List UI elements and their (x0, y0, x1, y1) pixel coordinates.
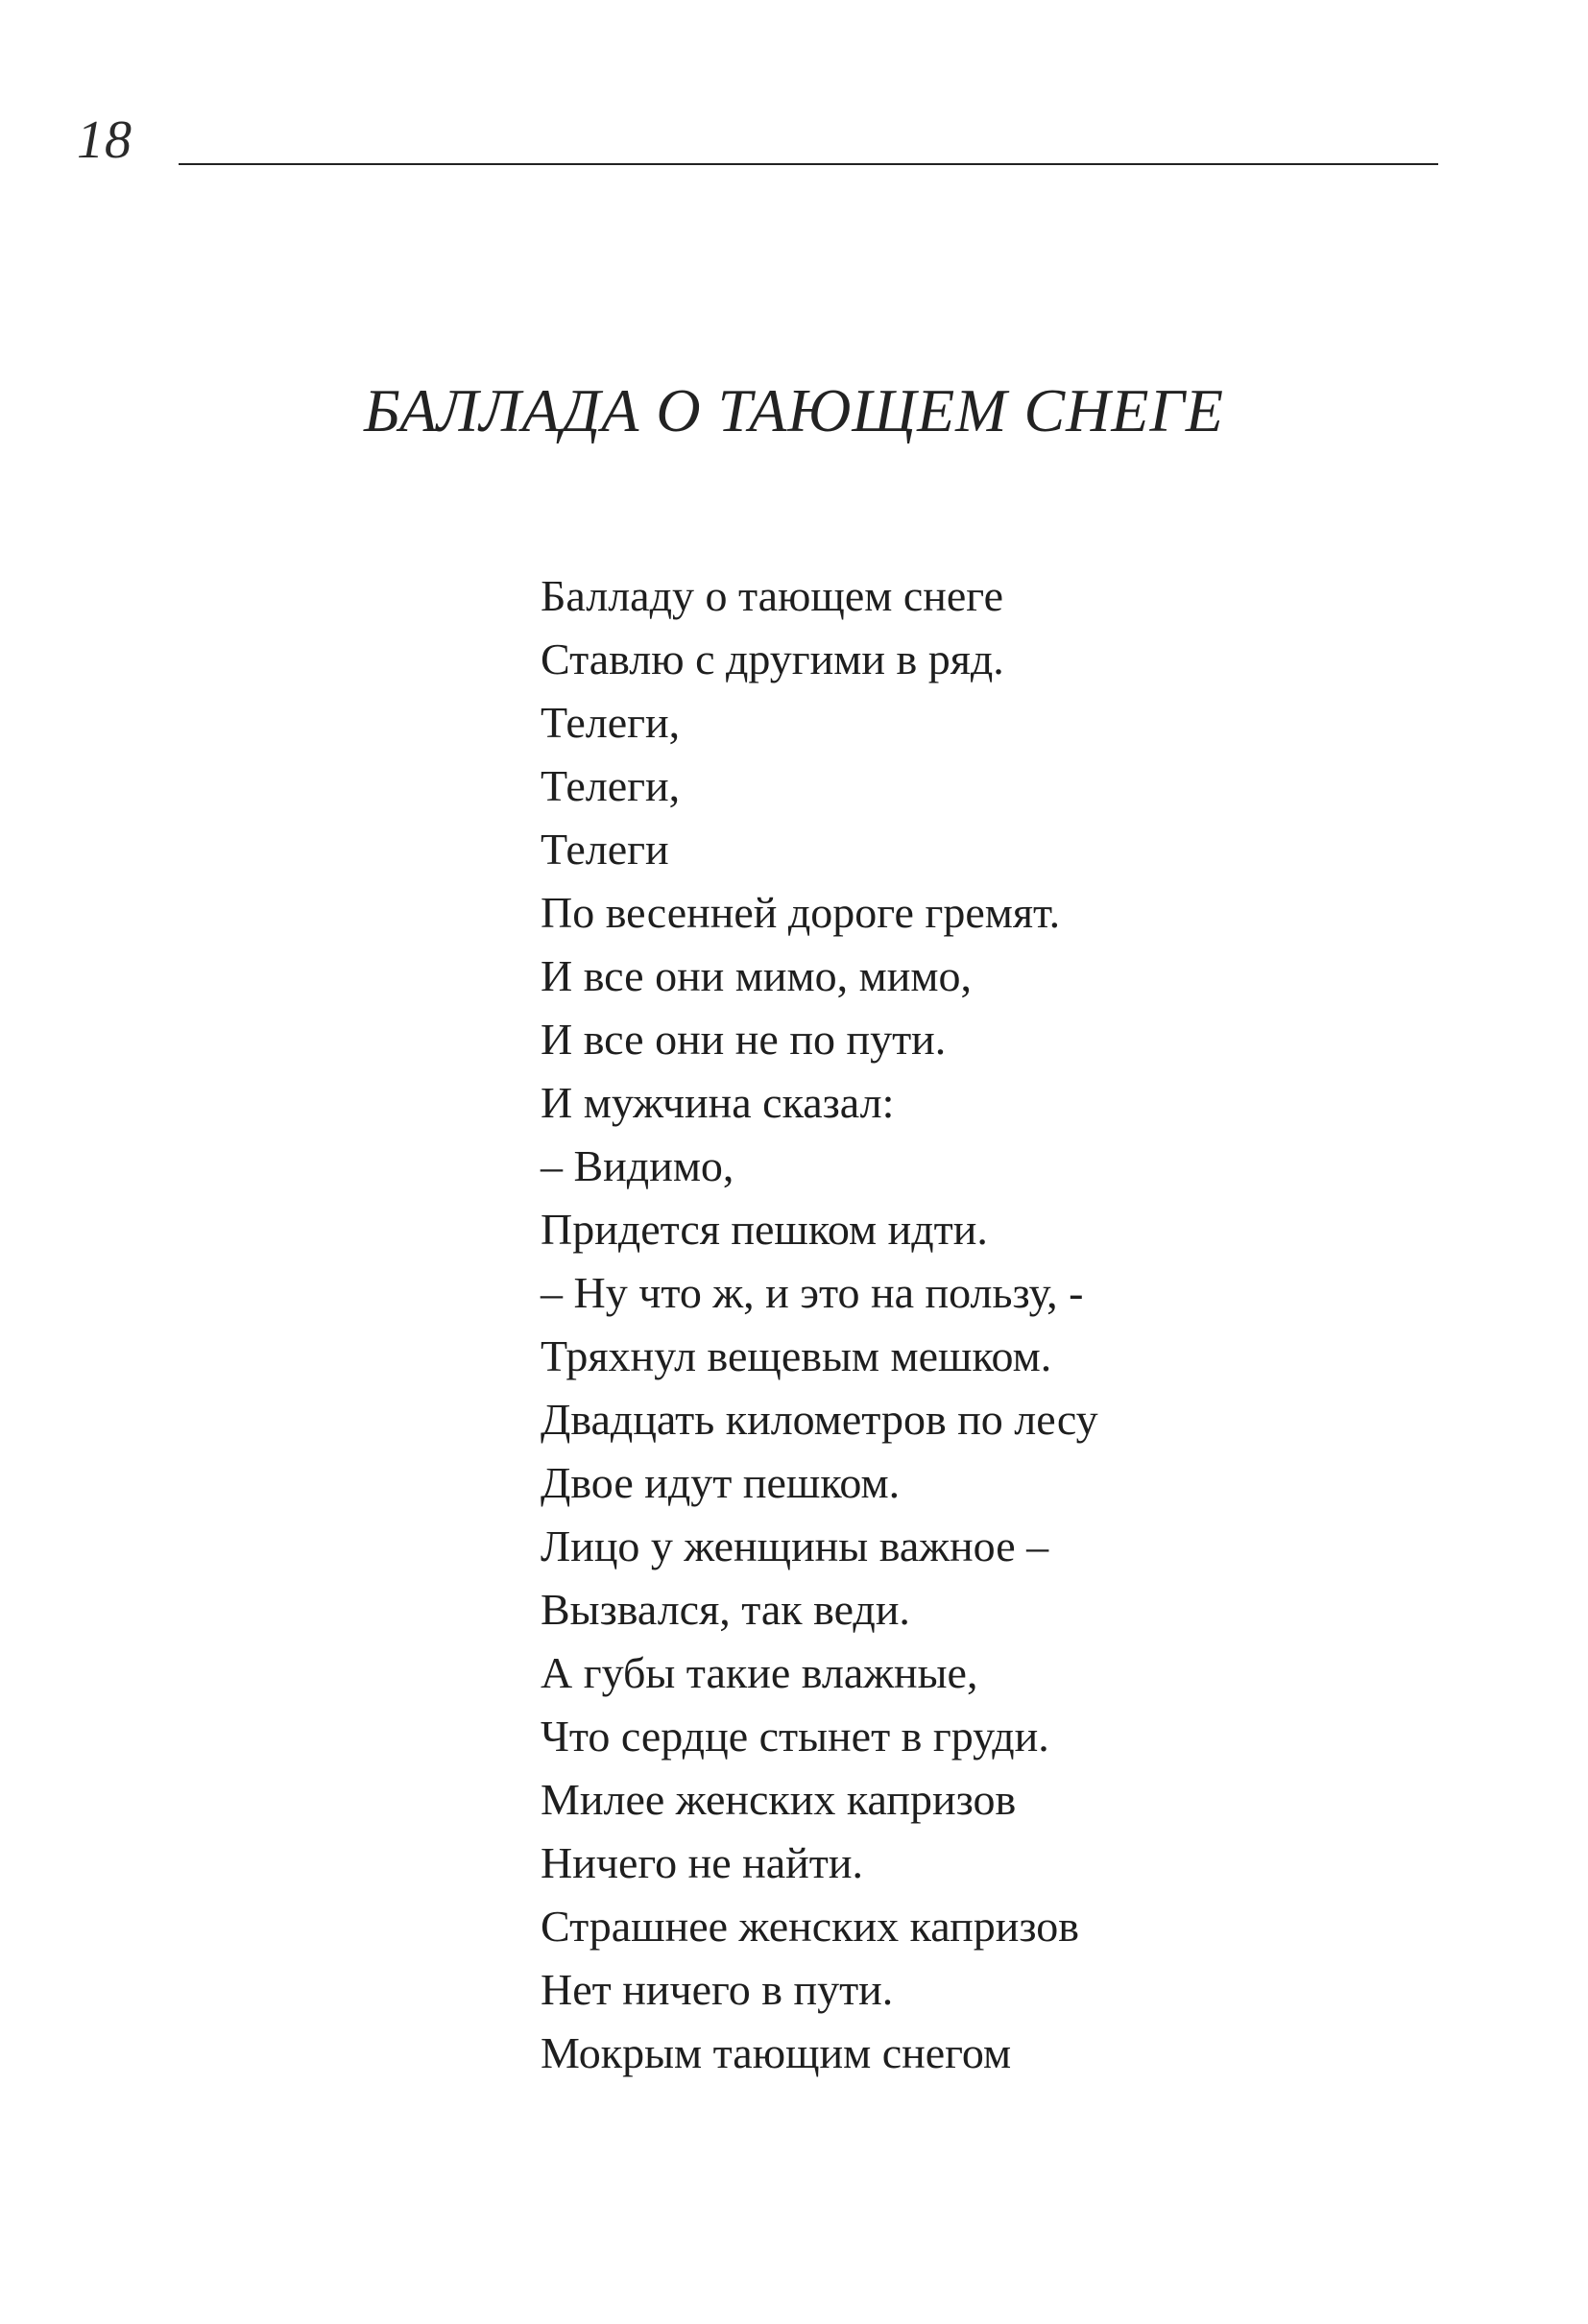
poem-line: Двое идут пешком. (541, 1458, 901, 1507)
page-header (0, 0, 1588, 192)
poem-line: Ничего не найти. (541, 1838, 864, 1887)
poem-line: Телеги, (541, 698, 681, 747)
poem-line: Тряхнул вещевым мешком. (541, 1331, 1052, 1380)
header-rule (179, 163, 1438, 165)
poem-line: Телеги (541, 825, 669, 874)
poem-line: Лицо у женщины важное – (541, 1521, 1049, 1570)
poem-title: БАЛЛАДА О ТАЮЩЕМ СНЕГЕ (364, 376, 1224, 444)
poem-line: Двадцать километров по лесу (541, 1395, 1098, 1444)
poem-line: Мокрым тающим снегом (541, 2028, 1012, 2077)
poem-line: И все они мимо, мимо, (541, 951, 972, 1000)
poem-line: Ставлю с другими в ряд. (541, 635, 1004, 683)
poem-line: Страшнее женских капризов (541, 1902, 1079, 1951)
poem-line: Нет ничего в пути. (541, 1965, 894, 2014)
poem-body (541, 564, 1501, 2085)
poem-line: По весенней дороге гремят. (541, 888, 1061, 937)
poem-line: И мужчина сказал: (541, 1078, 895, 1127)
poem-line: И все они не по пути. (541, 1015, 947, 1064)
page-number: 18 (77, 110, 132, 170)
poem-line: Телеги, (541, 761, 681, 810)
poem-line: – Ну что ж, и это на пользу, - (541, 1268, 1084, 1317)
poem-line: Милее женских капризов (541, 1775, 1017, 1824)
poem-line: Вызвался, так веди. (541, 1585, 910, 1634)
poem-line: Придется пешком идти. (541, 1205, 988, 1254)
poem-line: Что сердце стынет в груди. (541, 1712, 1049, 1761)
poem-line: Балладу о тающем снеге (541, 571, 1003, 620)
poem-line: А губы такие влажные, (541, 1648, 978, 1697)
poem-line: – Видимо, (541, 1141, 734, 1190)
